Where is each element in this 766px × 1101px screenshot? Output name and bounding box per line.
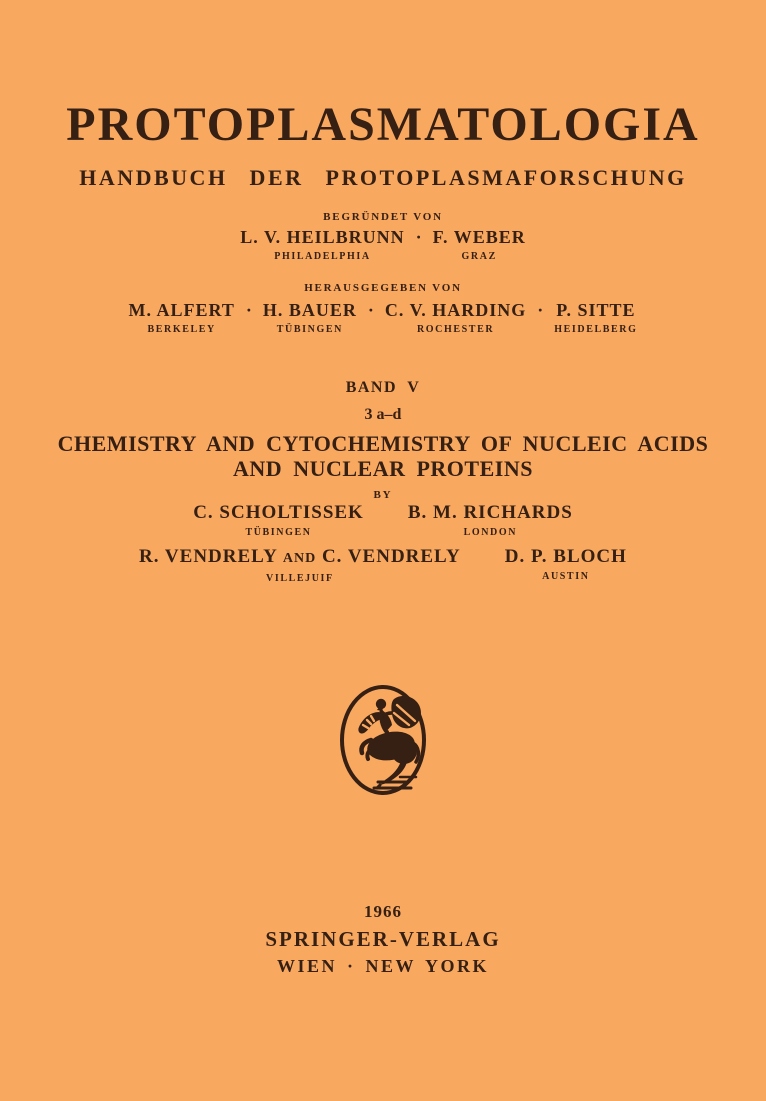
volume-title-line1: CHEMISTRY AND CYTOCHEMISTRY OF NUCLEIC ACIDS [57,431,709,456]
founders-heading: BEGRÜNDET VON [323,211,443,223]
editor-city: HEIDELBERG [554,324,638,335]
author [408,503,573,538]
author-name: B. M. RICHARDS [407,502,573,523]
author [505,547,627,582]
volume-title-line2: AND NUCLEAR PROTEINS [233,456,533,481]
editor [554,301,637,335]
author-city: TÜBINGEN [245,527,312,538]
founder [240,228,404,262]
imprint-section [0,903,766,976]
authors-section [0,489,766,584]
editors-section [0,282,766,335]
authors-heading: BY [373,489,393,501]
editor-name: H. BAUER [262,300,357,320]
volume-part: 3 a–d [364,406,402,423]
founders-section [0,211,766,262]
editors-heading: HERAUSGEGEBEN VON [304,282,462,294]
editor [385,301,526,335]
volume-band: BAND V [345,379,421,396]
editor [263,301,357,335]
editor-city: TÜBINGEN [276,324,343,335]
author-name [139,547,461,569]
founder-city: PHILADELPHIA [274,251,371,262]
author-pair [139,547,461,584]
founders-row [0,228,766,262]
name-separator: · [367,300,374,320]
name-separator: · [245,300,252,320]
author [193,503,364,538]
founder-name: L. V. HEILBRUNN [240,227,405,247]
series-title: PROTOPLASMATOLOGIA [66,98,700,151]
founder-name: F. WEBER [432,227,526,247]
founder [433,228,526,262]
author-name-a: R. VENDRELY [139,546,278,567]
volume-title [0,431,766,481]
author-city: VILLEJUIF [266,573,334,584]
imprint-year: 1966 [364,902,402,921]
volume-section [0,380,766,481]
founder-city: GRAZ [461,251,497,262]
author-name: C. SCHOLTISSEK [193,502,364,523]
series-subtitle: HANDBUCH DER PROTOPLASMAFORSCHUNG [79,165,687,190]
editor-name: P. SITTE [556,300,636,320]
publisher-emblem [338,684,428,801]
imprint-cities: WIEN · NEW YORK [276,956,490,976]
author-city: LONDON [463,527,518,538]
name-separator: · [537,300,544,320]
editors-row [0,301,766,335]
authors-row-1 [0,503,766,538]
author-city: AUSTIN [542,571,590,582]
horse-rider-emblem-icon [338,684,428,796]
name-separator: · [415,227,422,247]
author-conjunction: AND [282,551,317,566]
author-name: D. P. BLOCH [504,546,627,567]
editor-city: BERKELEY [147,324,216,335]
imprint-publisher: SPRINGER-VERLAG [265,927,501,951]
editor-name: M. ALFERT [128,300,235,320]
editor-name: C. V. HARDING [384,300,527,320]
editor-city: ROCHESTER [416,324,495,335]
author-name-b: C. VENDRELY [321,546,461,567]
authors-row-2 [0,547,766,584]
editor [128,301,234,335]
